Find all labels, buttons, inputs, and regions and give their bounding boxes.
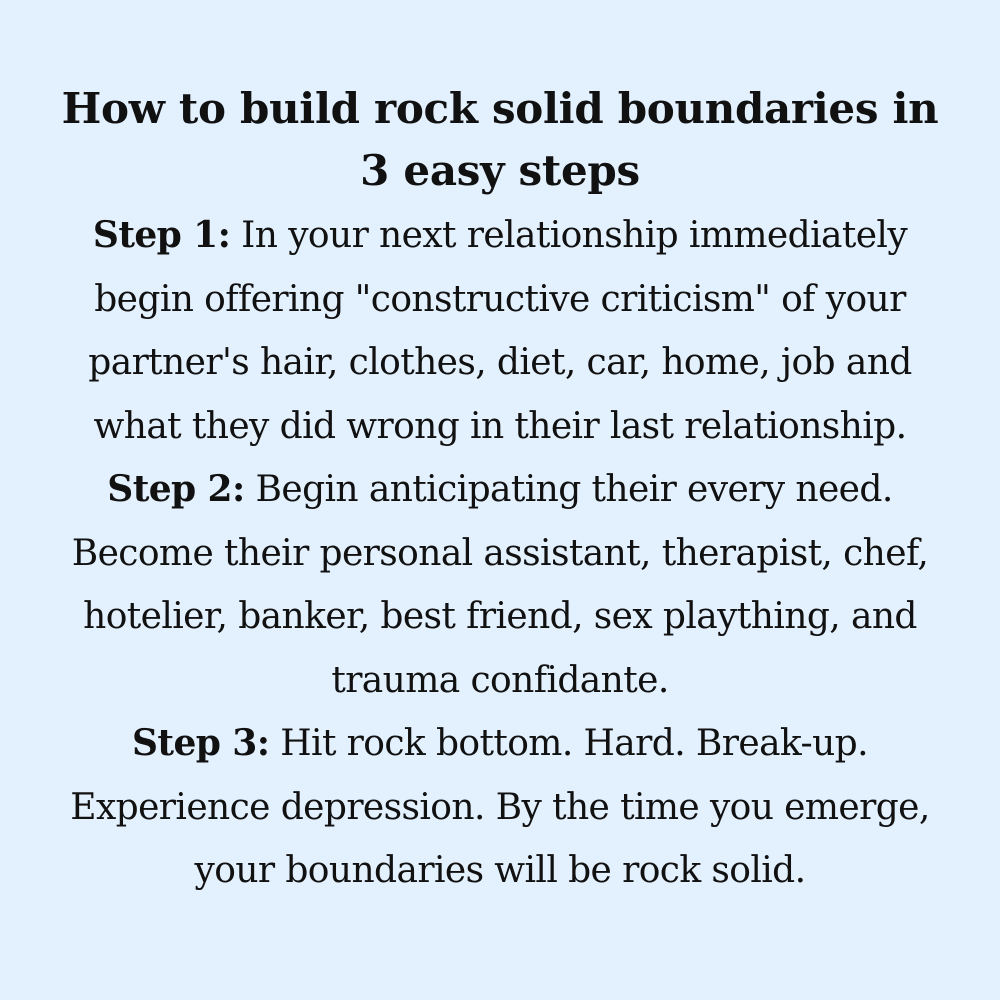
step-2-text: Begin anticipating their every need. Become their personal assistant, therapist, chef, hotelier, banker, best friend, sex plaything, and trauma confidante. <box>71 469 929 701</box>
step-3-text: Hit rock bottom. Hard. Break-up. Experience depression. By the time you emerge, your boundaries will be rock solid. <box>70 723 930 891</box>
step-1-label: Step 1: <box>92 214 231 256</box>
steps-list <box>50 204 950 903</box>
step-2 <box>50 458 950 712</box>
step-3 <box>50 712 950 903</box>
step-2-label: Step 2: <box>107 468 245 510</box>
step-1-text: In your next relationship immediately begin offering "constructive criticism" of your partner's hair, clothes, diet, car, home, job and what they did wrong in their last relationship. <box>88 215 912 447</box>
step-1 <box>50 204 950 458</box>
step-3-label: Step 3: <box>132 722 270 764</box>
page-title: How to build rock solid boundaries in 3 easy steps <box>61 84 939 195</box>
